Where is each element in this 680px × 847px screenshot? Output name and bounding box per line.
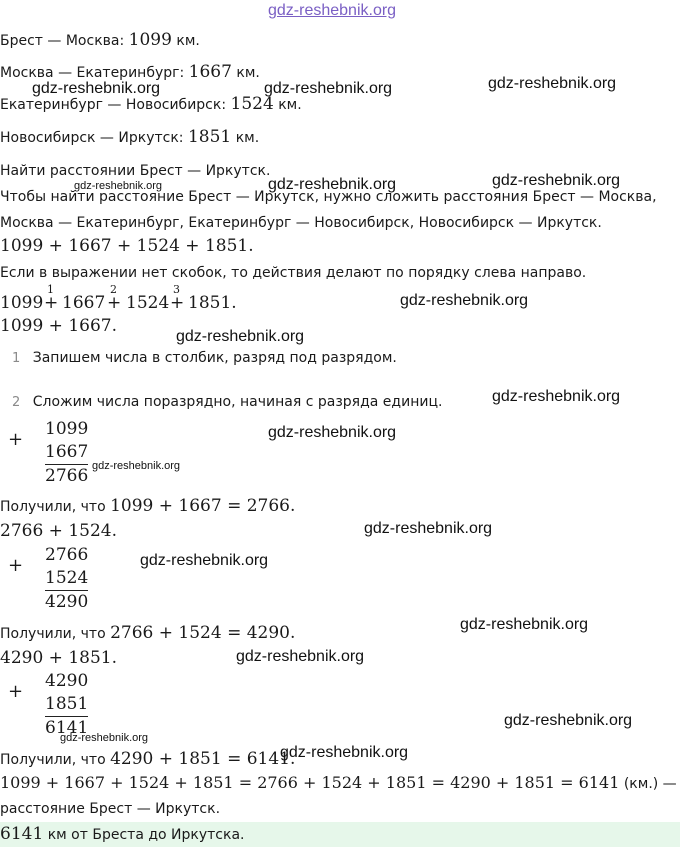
column-1-addend-2: 1667 — [45, 442, 89, 462]
calc-2-result-prefix: Получили, что — [0, 626, 106, 642]
calc-1-result-prefix: Получили, что — [0, 499, 106, 515]
final-expression-tail: расстояние Брест — Иркутск. — [0, 801, 221, 817]
watermark-label: gdz-reshebnik.org — [32, 80, 161, 97]
given-line-1-number: 1099 — [128, 30, 172, 50]
answer-number: 6141 — [0, 824, 44, 844]
given-line-4 — [0, 127, 259, 147]
given-line-1 — [0, 30, 200, 50]
watermark-small-label: gdz-reshebnik.org — [92, 460, 181, 472]
column-2-addend-1: 2766 — [45, 545, 89, 565]
answer-text: км от Бреста до Иркутска. — [47, 827, 245, 843]
given-line-4-text: Новосибирск — Иркутск: — [0, 130, 184, 146]
order-step-1-marker: 1 — [47, 283, 54, 296]
watermark-label: gdz-reshebnik.org — [504, 712, 633, 729]
task-rule: Если в выражении нет скобок, то действия делают по порядку слева направо. — [0, 265, 587, 281]
watermark-label: gdz-reshebnik.org — [236, 648, 365, 665]
order-plus-3: + — [170, 293, 185, 313]
column-addition-1 — [8, 418, 98, 488]
calc-2-expression: 2766 + 1524. — [0, 521, 117, 541]
task-explain-line-1: Чтобы найти расстояние Брест — Иркутск, нужно сложить расстояния Брест — Москва, — [0, 189, 657, 205]
final-expression-line — [0, 773, 677, 792]
watermark-label: gdz-reshebnik.org — [400, 292, 529, 309]
watermark-top-link[interactable]: gdz-reshebnik.org — [268, 2, 397, 19]
given-line-1-unit: км. — [176, 33, 200, 49]
task-expression: 1099 + 1667 + 1524 + 1851. — [0, 236, 254, 256]
watermark-label: gdz-reshebnik.org — [268, 424, 397, 441]
calc-3-result-prefix: Получили, что — [0, 752, 106, 768]
step-2 — [12, 394, 442, 410]
column-3-addend-1: 4290 — [45, 671, 89, 691]
task-find: Найти расстоянии Брест — Иркутск. — [0, 163, 271, 179]
final-expression-unit: (км.) — — [623, 776, 677, 792]
watermark-label: gdz-reshebnik.org — [364, 520, 493, 537]
column-3-plus: + — [8, 681, 24, 702]
given-line-2-number: 1667 — [188, 62, 232, 82]
order-step-3-marker: 3 — [173, 283, 180, 296]
given-line-3-text: Екатеринбург — Новосибирск: — [0, 97, 227, 113]
order-number-4: 1851. — [188, 293, 237, 313]
final-expression: 1099 + 1667 + 1524 + 1851 = 2766 + 1524 + 1851 = 4290 + 1851 = 6141 — [0, 773, 620, 792]
order-number-3: 1524 — [126, 293, 170, 313]
column-2-sum: 4290 — [45, 592, 89, 612]
answer-line — [0, 824, 244, 844]
watermark-label: gdz-reshebnik.org — [176, 328, 305, 345]
watermark-small-label: gdz-reshebnik.org — [74, 180, 163, 192]
column-2-addend-2: 1524 — [45, 568, 89, 588]
column-addition-2 — [8, 544, 98, 614]
watermark-label: gdz-reshebnik.org — [492, 172, 621, 189]
order-plus-1: + — [44, 293, 59, 313]
watermark-label: gdz-reshebnik.org — [140, 552, 269, 569]
step-1-text: Запишем числа в столбик, разряд под разрядом. — [32, 350, 397, 366]
order-number-2: 1667 — [62, 293, 106, 313]
order-plus-2: + — [107, 293, 122, 313]
calc-1-result-expression: 1099 + 1667 = 2766. — [110, 496, 296, 516]
order-number-1: 1099 — [0, 293, 44, 313]
column-1-addend-1: 1099 — [45, 419, 89, 439]
given-line-2-unit: км. — [236, 65, 260, 81]
watermark-label: gdz-reshebnik.org — [268, 176, 397, 193]
calc-3-expression: 4290 + 1851. — [0, 648, 117, 668]
given-line-3-number: 1524 — [230, 94, 274, 114]
column-3-addend-2: 1851 — [45, 694, 89, 714]
watermark-label: gdz-reshebnik.org — [492, 388, 621, 405]
task-explain-line-2: Москва — Екатеринбург, Екатеринбург — Новосибирск, Новосибирск — Иркутск. — [0, 215, 602, 231]
step-1 — [12, 350, 397, 366]
watermark-label: gdz-reshebnik.org — [488, 75, 617, 92]
watermark-label: gdz-reshebnik.org — [460, 616, 589, 633]
column-addition-3 — [8, 670, 98, 740]
given-line-1-text: Брест — Москва: — [0, 33, 125, 49]
calc-2-result — [0, 623, 295, 643]
calc-1-expression: 1099 + 1667. — [0, 316, 117, 336]
given-line-2-text: Москва — Екатеринбург: — [0, 65, 185, 81]
column-2-plus: + — [8, 555, 24, 576]
calc-3-result-expression: 4290 + 1851 = 6141. — [110, 749, 296, 769]
order-step-2-marker: 2 — [110, 283, 117, 296]
column-1-sum: 2766 — [45, 466, 89, 486]
step-2-text: Сложим числа поразрядно, начиная с разряда единиц. — [32, 394, 443, 410]
step-1-number: 1 — [12, 351, 21, 366]
calc-1-result — [0, 496, 295, 516]
watermark-label: gdz-reshebnik.org — [280, 744, 409, 761]
step-2-number: 2 — [12, 395, 21, 410]
calc-3-result — [0, 749, 295, 769]
given-line-2 — [0, 62, 260, 82]
column-3-sum: 6141 — [45, 718, 89, 738]
given-line-3-unit: км. — [278, 97, 302, 113]
watermark-small-label: gdz-reshebnik.org — [60, 732, 149, 744]
calc-2-result-expression: 2766 + 1524 = 4290. — [110, 623, 296, 643]
given-line-4-unit: км. — [235, 130, 260, 146]
column-1-plus: + — [8, 429, 24, 450]
watermark-label: gdz-reshebnik.org — [264, 80, 393, 97]
given-line-4-number: 1851 — [187, 127, 232, 147]
